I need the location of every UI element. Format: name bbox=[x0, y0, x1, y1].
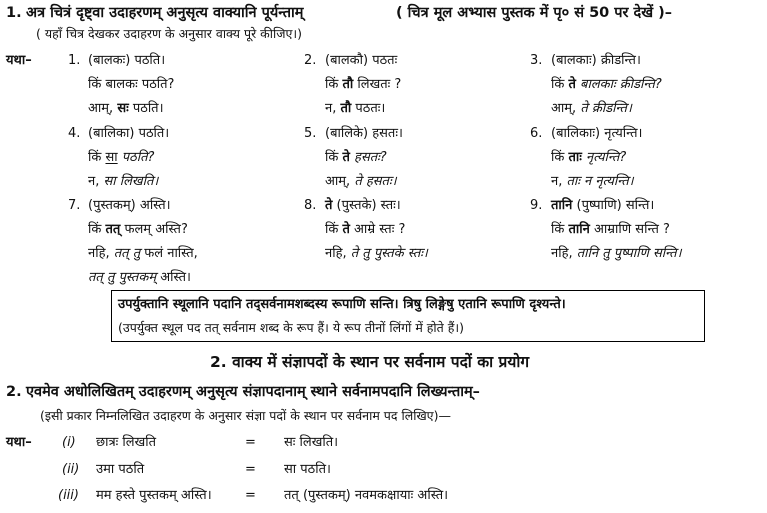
item-number: 4. bbox=[68, 126, 81, 141]
q2-hindi-instruction: (इसी प्रकार निम्नलिखित उदाहरण के अनुसार संज्ञा पदों के स्थान पर सर्वनाम पद लिखिए)— bbox=[40, 408, 451, 423]
q2-yatha-label: यथा– bbox=[6, 435, 32, 450]
row-sentence: उमा पठति bbox=[96, 462, 145, 477]
equals-sign: = bbox=[245, 435, 256, 450]
note-sanskrit: उपर्युक्तानि स्थूलानि पदानि तद्सर्वनामशब्दस्य रूपाणि सन्ति। त्रिषु लिङ्गेषु एतानि रूपाणि दृश्यन्ते। bbox=[118, 297, 566, 312]
item-line3 bbox=[325, 175, 397, 188]
item-line3 bbox=[551, 175, 634, 188]
pronoun-bold: तानि bbox=[551, 198, 573, 213]
answer-prefix: नहि, bbox=[551, 246, 577, 261]
answer-prefix: नहि, bbox=[325, 246, 351, 261]
blank-answer: सा bbox=[105, 150, 118, 165]
line-rest: (पुष्पाणि) सन्ति। bbox=[572, 198, 655, 213]
item-line2 bbox=[325, 223, 405, 236]
section-2-title: 2. वाक्य में संज्ञापदों के स्थान पर सर्वनाम पदों का प्रयोग bbox=[210, 353, 530, 371]
question-rest: हसतः? bbox=[349, 150, 387, 165]
item-line2 bbox=[325, 151, 387, 164]
item-line2 bbox=[551, 78, 662, 91]
question-prefix: किं bbox=[88, 150, 106, 165]
item-line3 bbox=[88, 102, 164, 115]
pronoun-bold: तत् bbox=[105, 222, 121, 237]
item-number: 8. bbox=[304, 198, 317, 213]
item-number: 1. bbox=[68, 53, 81, 68]
question-prefix: किं bbox=[325, 77, 343, 92]
item-line1: (बालकौ) पठतः bbox=[325, 53, 398, 68]
answer-italic: सा लिखति। bbox=[103, 174, 159, 189]
question-rest: नृत्यन्ति? bbox=[581, 150, 627, 165]
row-answer: सा पठति। bbox=[284, 462, 331, 477]
answer-italic: तत् तु bbox=[113, 246, 141, 261]
question-prefix: किं bbox=[325, 222, 343, 237]
answer-rest: पठति। bbox=[128, 101, 164, 116]
question-rest: आम्रे स्तः ? bbox=[349, 222, 406, 237]
item-number: 5. bbox=[304, 126, 317, 141]
question-prefix: किं bbox=[325, 150, 343, 165]
pronoun-bold: तानि bbox=[568, 222, 590, 237]
question-rest: फलम् अस्ति? bbox=[120, 222, 188, 237]
item-line2 bbox=[551, 151, 626, 164]
question-rest: बालकाः क्रीडन्ति? bbox=[575, 77, 662, 92]
answer-rest: फलं नास्ति, bbox=[140, 246, 198, 261]
item-line3 bbox=[551, 247, 682, 260]
row-sentence: छात्रः लिखति bbox=[96, 435, 157, 450]
pronoun-bold: ते bbox=[325, 198, 333, 213]
answer-prefix: नहि, bbox=[88, 246, 114, 261]
item-line4 bbox=[88, 271, 191, 284]
q2-heading: एवमेव अधोलिखितम् उदाहरणम् अनुसृत्य संज्ञापदानाम् स्थाने सर्वनामपदानि लिख्यन्ताम्– bbox=[26, 384, 480, 400]
answer-italic: ते तु पुस्तके स्तः। bbox=[350, 246, 428, 261]
equals-sign: = bbox=[245, 462, 256, 477]
answer-prefix: आम्, bbox=[325, 174, 355, 189]
item-number: 6. bbox=[530, 126, 543, 141]
answer-prefix: आम्, bbox=[551, 101, 581, 116]
q1-heading: अत्र चित्रं दृष्ट्वा उदाहरणम् अनुसृत्य वाक्यानि पूर्यन्ताम् bbox=[26, 5, 304, 21]
item-line1: (बालकाः) क्रीडन्ति। bbox=[551, 53, 641, 68]
answer-italic: ते हसतः। bbox=[354, 174, 397, 189]
answer-italic: तत् तु पुस्तकम् bbox=[88, 270, 157, 285]
item-line2 bbox=[551, 223, 670, 236]
row-sentence: मम हस्ते पुस्तकम् अस्ति। bbox=[96, 488, 212, 503]
q1-number: 1. bbox=[6, 5, 22, 21]
question-prefix: किं bbox=[88, 222, 106, 237]
answer-italic: ताः न नृत्यन्ति। bbox=[566, 174, 634, 189]
answer-rest: पठतः। bbox=[351, 101, 386, 116]
row-answer: सः लिखति। bbox=[284, 435, 339, 450]
pronoun-bold: तौ bbox=[342, 77, 354, 92]
answer-italic: तानि तु पुष्पाणि सन्ति। bbox=[576, 246, 682, 261]
item-line1 bbox=[325, 199, 401, 212]
answer-prefix: न, bbox=[88, 174, 104, 189]
q1-hindi-instruction: ( यहाँ चित्र देखकर उदाहरण के अनुसार वाक्य पूरे कीजिए।) bbox=[36, 26, 303, 41]
pronoun-bold: ताः bbox=[568, 150, 582, 165]
pronoun-bold: तौ bbox=[340, 101, 352, 116]
item-line1: (बालिके) हसतः। bbox=[325, 126, 403, 141]
line-rest: (पुस्तके) स्तः। bbox=[332, 198, 401, 213]
question-prefix: किं bbox=[551, 222, 569, 237]
row-number: (i) bbox=[62, 435, 76, 450]
item-line3 bbox=[88, 247, 198, 260]
question-rest: लिखतः ? bbox=[353, 77, 402, 92]
q1-note: ( चित्र मूल अभ्यास पुस्तक में पृ० सं 50 पर देखें )– bbox=[396, 5, 673, 21]
item-number: 3. bbox=[530, 53, 543, 68]
row-number: (ii) bbox=[62, 462, 80, 477]
item-line3 bbox=[551, 102, 632, 115]
equals-sign: = bbox=[245, 488, 256, 503]
item-line1: (बालिका) पठति। bbox=[88, 126, 170, 141]
q1-yatha-label: यथा– bbox=[6, 53, 32, 68]
answer-prefix: न, bbox=[325, 101, 341, 116]
item-line3 bbox=[325, 247, 428, 260]
q2-number: 2. bbox=[6, 384, 22, 400]
answer-prefix: न, bbox=[551, 174, 567, 189]
row-answer: तत् (पुस्तकम्) नवमकक्षायाः अस्ति। bbox=[284, 488, 449, 503]
item-line2 bbox=[88, 223, 188, 236]
question-prefix: किं bbox=[551, 150, 569, 165]
item-line3 bbox=[88, 175, 158, 188]
pronoun-bold: ते bbox=[342, 150, 350, 165]
note-hindi: (उपर्युक्त स्थूल पद तत् सर्वनाम शब्द के रूप हैं। ये रूप तीनों लिंगों में होते हैं।) bbox=[118, 320, 465, 335]
pronoun-bold: सः bbox=[117, 101, 129, 116]
item-line1: (पुस्तकम्) अस्ति। bbox=[88, 198, 171, 213]
item-line3 bbox=[325, 102, 385, 115]
item-line2 bbox=[88, 151, 154, 164]
answer-italic: ते क्रीडन्ति। bbox=[580, 101, 632, 116]
item-line1: (बालकः) पठति। bbox=[88, 53, 166, 68]
pronoun-bold: ते bbox=[342, 222, 350, 237]
question-rest: पठति? bbox=[117, 150, 155, 165]
question-prefix: किं bbox=[551, 77, 569, 92]
row-number: (iii) bbox=[58, 488, 79, 503]
item-number: 7. bbox=[68, 198, 81, 213]
item-line1 bbox=[551, 199, 654, 212]
pronoun-bold: ते bbox=[568, 77, 576, 92]
answer-prefix: आम्, bbox=[88, 101, 118, 116]
item-number: 2. bbox=[304, 53, 317, 68]
item-number: 9. bbox=[530, 198, 543, 213]
item-line1: (बालिकाः) नृत्यन्ति। bbox=[551, 126, 643, 141]
item-line2 bbox=[325, 78, 401, 91]
item-line2: किं बालकः पठति? bbox=[88, 77, 175, 92]
answer-rest: अस्ति। bbox=[156, 270, 191, 285]
question-rest: आम्राणि सन्ति ? bbox=[589, 222, 670, 237]
